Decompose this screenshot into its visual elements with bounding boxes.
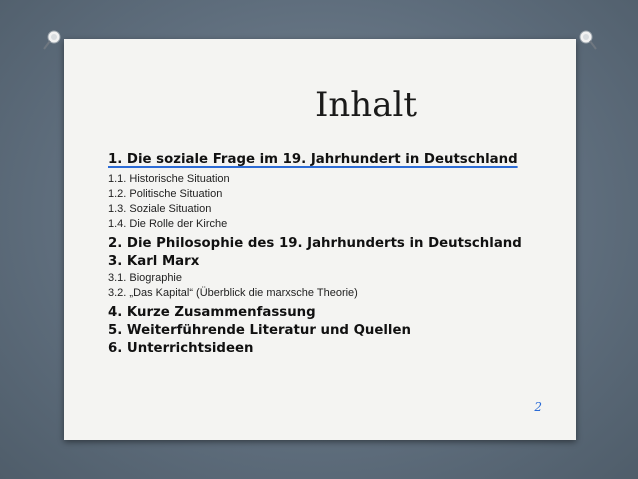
toc-section-1: 1. Die soziale Frage im 19. Jahrhundert in Deutschland xyxy=(108,152,518,167)
toc-section-6: 6. Unterrichtsideen xyxy=(108,341,254,356)
toc-item-1-4: 1.4. Die Rolle der Kirche xyxy=(108,218,228,230)
slide xyxy=(64,39,576,440)
toc-section-2: 2. Die Philosophie des 19. Jahrhunderts in Deutschland xyxy=(108,236,522,251)
toc-section-5: 5. Weiterführende Literatur und Quellen xyxy=(108,323,411,338)
toc-item-3-1: 3.1. Biographie xyxy=(108,272,182,284)
table-of-contents xyxy=(108,152,568,359)
toc-item-1-3: 1.3. Soziale Situation xyxy=(108,203,212,215)
slide-title: Inhalt xyxy=(314,85,418,125)
toc-item-3-2: 3.2. „Das Kapital“ (Überblick die marxsche Theorie) xyxy=(108,287,358,299)
page-number: 2 xyxy=(534,400,542,414)
toc-section-3: 3. Karl Marx xyxy=(108,254,200,269)
toc-section-4: 4. Kurze Zusammenfassung xyxy=(108,305,316,320)
toc-item-1-2: 1.2. Politische Situation xyxy=(108,188,223,200)
pushpin-icon xyxy=(40,27,64,51)
pushpin-icon xyxy=(576,27,600,51)
toc-item-1-1: 1.1. Historische Situation xyxy=(108,173,230,185)
